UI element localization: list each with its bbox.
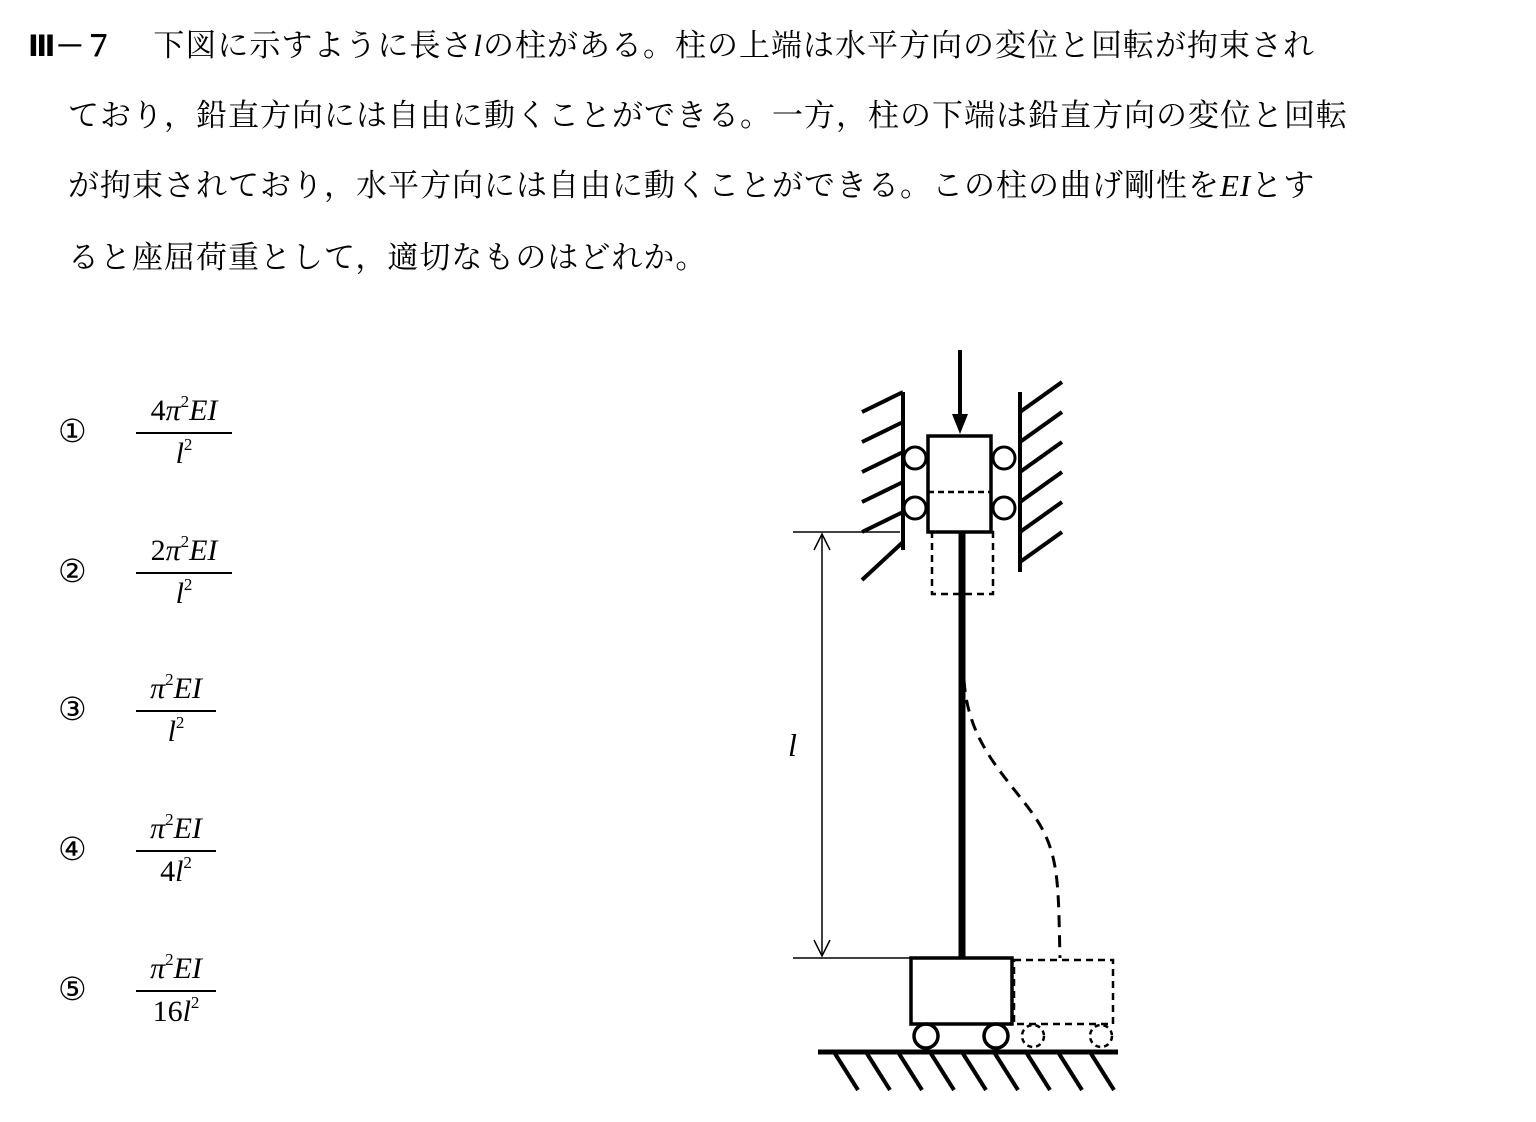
question-text-3a: が拘束されており，水平方向には自由に動くことができる。この柱の曲げ剛性を <box>68 168 1220 204</box>
formula-denominator: $4l^2$ <box>160 853 192 888</box>
formula-numerator: $\pi^2EI$ <box>150 950 202 985</box>
buckled-shape <box>964 680 1060 958</box>
choice-4[interactable] <box>58 810 258 900</box>
formula-numerator: $\pi^2EI$ <box>150 670 202 705</box>
ground-support <box>818 1052 1118 1090</box>
length-dimension <box>793 532 910 958</box>
choice-mark: ⑤ <box>58 970 87 1008</box>
left-guide-wall <box>862 392 903 580</box>
displaced-bottom-block <box>1014 960 1113 1024</box>
fraction-bar <box>136 572 232 574</box>
question-text-3b: とす <box>1251 168 1316 204</box>
formula-numerator: $4\pi^2EI$ <box>150 392 218 427</box>
question-line-3 <box>68 166 1315 206</box>
question-text-1a: 下図に示すように長さ <box>153 28 474 64</box>
question-line-1 <box>28 26 1315 66</box>
top-block <box>928 436 991 532</box>
fraction-bar <box>136 432 232 434</box>
choice-3[interactable] <box>58 670 258 760</box>
formula-denominator: $l^2$ <box>175 575 193 610</box>
top-roller <box>904 447 926 469</box>
formula <box>136 392 232 472</box>
formula <box>136 532 232 612</box>
stiffness-variable: EI <box>1220 168 1252 203</box>
top-roller <box>993 497 1015 519</box>
top-roller <box>993 447 1015 469</box>
choice-mark: ③ <box>58 690 87 728</box>
formula-numerator: $\pi^2EI$ <box>150 810 202 845</box>
question-line-4: ると座屈荷重として，適切なものはどれか。 <box>68 240 708 276</box>
formula <box>136 670 216 750</box>
question-number: Ⅲ－７ <box>28 29 114 63</box>
bottom-roller <box>984 1024 1008 1048</box>
length-label: l <box>788 727 797 763</box>
fraction-bar <box>136 850 216 852</box>
displaced-roller <box>1090 1025 1112 1047</box>
displaced-roller <box>1022 1025 1044 1047</box>
choice-mark: ② <box>58 552 87 590</box>
formula-denominator: $l^2$ <box>167 713 185 748</box>
choice-mark: ④ <box>58 830 87 868</box>
question-text-1b: の柱がある。柱の上端は水平方向の変位と回転が拘束され <box>483 28 1316 64</box>
formula <box>136 810 216 890</box>
load-arrow <box>952 350 968 434</box>
right-guide-wall <box>1020 382 1062 572</box>
length-variable: l <box>473 28 484 63</box>
choice-mark: ① <box>58 412 87 450</box>
top-roller <box>904 497 926 519</box>
choice-1[interactable] <box>58 392 258 482</box>
choice-5[interactable] <box>58 950 258 1040</box>
fraction-bar <box>136 710 216 712</box>
formula-denominator: $l^2$ <box>175 435 193 470</box>
formula-denominator: $16l^2$ <box>152 993 200 1028</box>
fraction-bar <box>136 990 216 992</box>
question-line-2: ており，鉛直方向には自由に動くことができる。一方，柱の下端は鉛直方向の変位と回転 <box>68 98 1348 134</box>
formula-numerator: $2\pi^2EI$ <box>150 532 218 567</box>
column-diagram <box>780 340 1140 1100</box>
bottom-roller <box>914 1024 938 1048</box>
formula <box>136 950 216 1030</box>
choice-2[interactable] <box>58 532 258 622</box>
bottom-block <box>911 958 1012 1024</box>
